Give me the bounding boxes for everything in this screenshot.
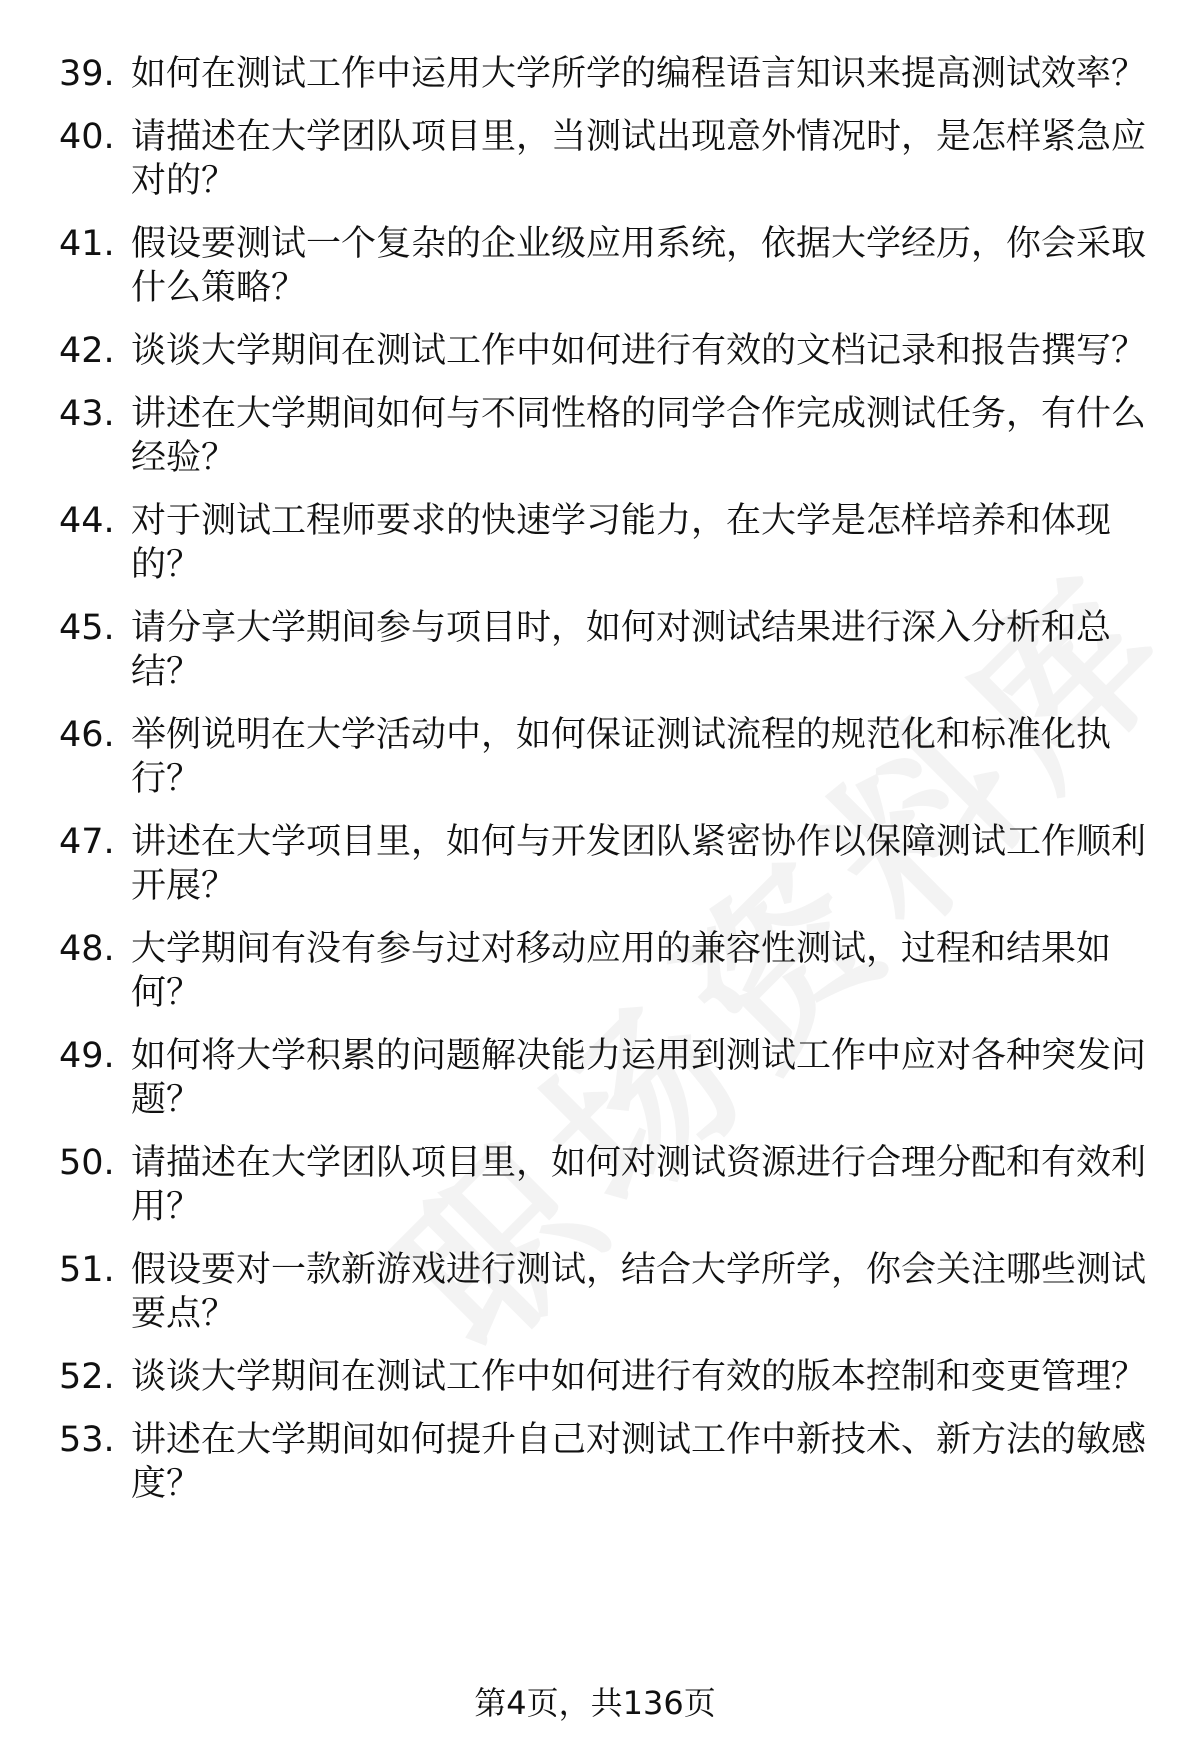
question-text: 举例说明在大学活动中，如何保证测试流程的规范化和标准化执行？ (131, 715, 1112, 799)
question-text: 如何在测试工作中运用大学所学的编程语言知识来提高测试效率？ (131, 54, 1147, 94)
question-item (59, 820, 1149, 908)
question-number: 46. (59, 715, 115, 755)
page-footer: 第4页，共136页 (474, 1684, 716, 1722)
question-text: 讲述在大学期间如何提升自己对测试工作中新技术、新方法的敏感度？ (131, 1420, 1147, 1504)
question-number: 41. (59, 224, 115, 264)
question-text: 请描述在大学团队项目里，当测试出现意外情况时，是怎样紧急应对的？ (131, 117, 1147, 201)
question-item (59, 1355, 1149, 1399)
question-item (59, 1248, 1149, 1336)
question-number: 51. (59, 1250, 115, 1290)
question-text: 对于测试工程师要求的快速学习能力，在大学是怎样培养和体现的？ (131, 501, 1112, 585)
question-text: 谈谈大学期间在测试工作中如何进行有效的版本控制和变更管理？ (131, 1357, 1147, 1397)
question-text: 假设要测试一个复杂的企业级应用系统，依据大学经历，你会采取什么策略？ (131, 224, 1147, 308)
question-number: 40. (59, 117, 115, 157)
question-text: 假设要对一款新游戏进行测试，结合大学所学，你会关注哪些测试要点？ (131, 1250, 1147, 1334)
question-item (59, 606, 1149, 694)
question-number: 44. (59, 501, 115, 541)
question-item (59, 115, 1149, 203)
question-item (59, 713, 1149, 801)
question-number: 43. (59, 394, 115, 434)
question-text: 如何将大学积累的问题解决能力运用到测试工作中应对各种突发问题？ (131, 1036, 1147, 1120)
question-number: 50. (59, 1143, 115, 1183)
question-text: 讲述在大学项目里，如何与开发团队紧密协作以保障测试工作顺利开展？ (131, 822, 1147, 906)
question-item (59, 392, 1149, 480)
question-number: 47. (59, 822, 115, 862)
question-item (59, 499, 1149, 587)
question-text: 谈谈大学期间在测试工作中如何进行有效的文档记录和报告撰写？ (131, 331, 1147, 371)
question-item (59, 1141, 1149, 1229)
question-item (59, 1034, 1149, 1122)
question-number: 42. (59, 331, 115, 371)
question-number: 49. (59, 1036, 115, 1076)
question-number: 45. (59, 608, 115, 648)
question-item (59, 927, 1149, 1015)
question-item (59, 1418, 1149, 1506)
question-list (59, 52, 1149, 1525)
question-number: 48. (59, 929, 115, 969)
question-item (59, 222, 1149, 310)
question-item (59, 52, 1149, 96)
question-number: 39. (59, 54, 115, 94)
question-text: 大学期间有没有参与过对移动应用的兼容性测试，过程和结果如何？ (131, 929, 1112, 1013)
question-number: 52. (59, 1357, 115, 1397)
question-text: 请分享大学期间参与项目时，如何对测试结果进行深入分析和总结？ (131, 608, 1112, 692)
question-number: 53. (59, 1420, 115, 1460)
question-item (59, 329, 1149, 373)
question-text: 讲述在大学期间如何与不同性格的同学合作完成测试任务，有什么经验？ (131, 394, 1147, 478)
question-text: 请描述在大学团队项目里，如何对测试资源进行合理分配和有效利用？ (131, 1143, 1147, 1227)
